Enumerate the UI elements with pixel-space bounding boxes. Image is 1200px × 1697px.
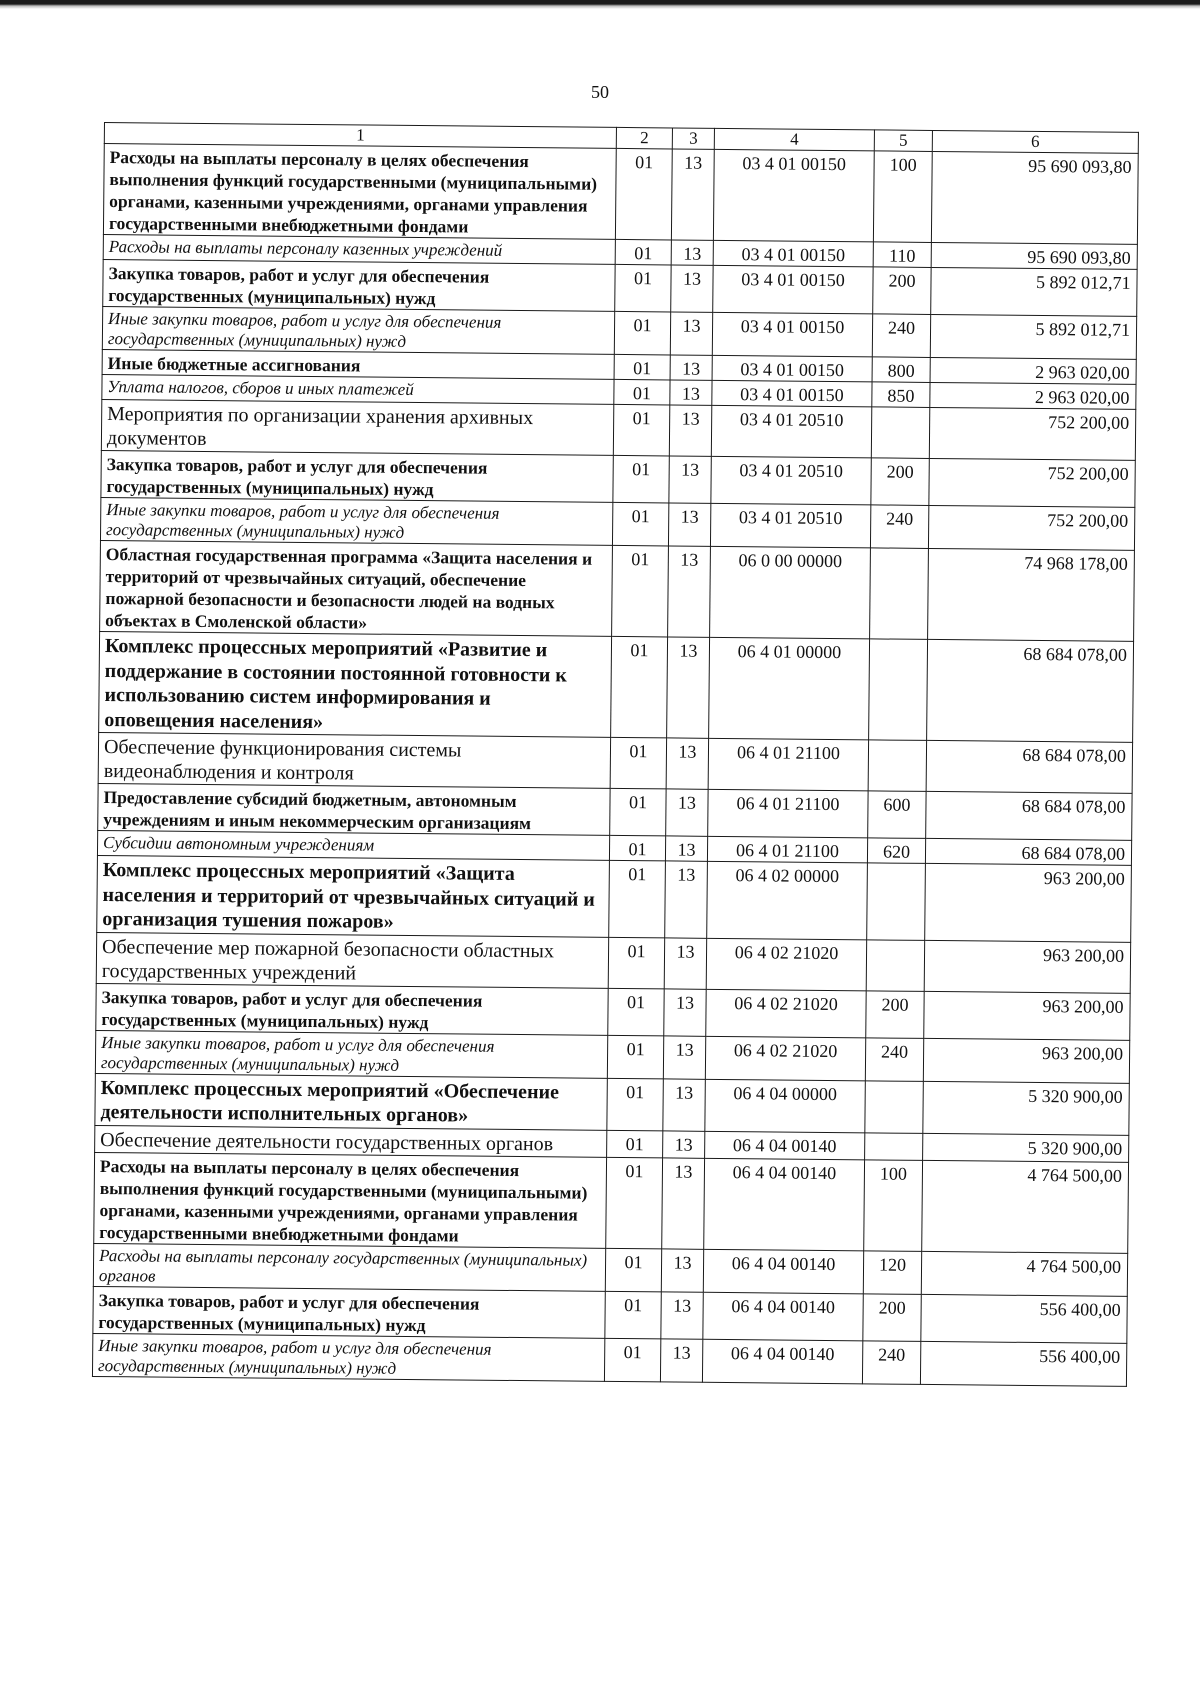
subsection-code-cell: 13 [670, 312, 712, 355]
amount-cell: 556 400,00 [920, 1341, 1126, 1386]
row-name-cell: Комплекс процессных мероприятий «Защита населения и территорий от чрезвычайных ситуаций и организация тушения пожаров» [97, 855, 610, 936]
section-code-cell: 01 [613, 455, 669, 503]
row-name-cell: Расходы на выплаты персоналу в целях обеспечения выполнения функций государственными (муниципальными) органами, казенными учреждениями, органами управления государственными внебюджетными фондами [94, 1152, 607, 1248]
target-article-cell: 06 0 00 00000 [710, 546, 871, 639]
expense-type-cell: 240 [865, 1037, 923, 1081]
section-code-cell: 01 [605, 1291, 661, 1339]
subsection-code-cell: 13 [663, 1078, 705, 1130]
expense-type-cell [866, 939, 924, 991]
row-name-cell: Комплекс процессных мероприятий «Обеспечение деятельности исполнительных органов» [95, 1073, 607, 1130]
subsection-code-cell: 13 [670, 380, 712, 405]
table-row [95, 1073, 1129, 1135]
row-name-cell: Обеспечение функционирования системы видеонаблюдения и контроля [98, 732, 610, 788]
section-code-cell: 01 [612, 545, 669, 637]
expense-type-cell: 100 [864, 1159, 923, 1251]
target-article-cell: 06 4 02 21020 [706, 989, 866, 1038]
section-code-cell: 01 [610, 788, 666, 836]
expense-type-cell: 620 [867, 838, 925, 864]
subsection-code-cell: 13 [671, 149, 714, 240]
amount-cell: 963 200,00 [924, 940, 1130, 993]
target-article-cell: 03 4 01 00150 [712, 380, 872, 407]
row-name-cell: Расходы на выплаты персоналу государственных (муниципальных) органов [93, 1243, 605, 1291]
section-code-cell: 01 [615, 239, 671, 265]
section-code-cell: 01 [605, 1248, 661, 1292]
amount-cell: 5 892 012,71 [931, 267, 1137, 316]
page-number: 50 [591, 82, 609, 102]
table-row [97, 855, 1132, 941]
target-article-cell: 06 4 04 00000 [705, 1079, 865, 1133]
section-code-cell: 01 [604, 1338, 660, 1382]
row-name-cell: Закупка товаров, работ и услуг для обеспечения государственных (муниципальных) нужд [101, 450, 613, 502]
expense-type-cell [865, 1132, 923, 1160]
target-article-cell: 06 4 04 00140 [705, 1131, 865, 1160]
expense-type-cell: 200 [866, 990, 924, 1038]
row-name-cell: Иные бюджетные ассигнования [102, 349, 614, 379]
amount-cell: 5 320 900,00 [923, 1081, 1129, 1135]
target-article-cell: 06 4 01 21100 [707, 836, 867, 863]
amount-cell: 5 892 012,71 [930, 314, 1136, 359]
expense-type-cell: 200 [863, 1293, 921, 1341]
amount-cell: 95 690 093,80 [931, 242, 1137, 269]
section-code-cell: 01 [615, 148, 672, 240]
section-code-cell: 01 [615, 264, 671, 312]
section-code-cell: 01 [607, 1078, 663, 1131]
expense-type-cell: 200 [873, 267, 931, 315]
subsection-code-cell: 13 [666, 789, 708, 836]
row-name-cell: Иные закупки товаров, работ и услуг для обеспечения государственных (муниципальных) нужд [92, 1333, 604, 1381]
row-name-cell: Иные закупки товаров, работ и услуг для обеспечения государственных (муниципальных) нужд [100, 497, 612, 545]
budget-table [92, 122, 1139, 1386]
section-code-cell: 01 [607, 1130, 663, 1158]
expense-type-cell: 120 [863, 1250, 921, 1294]
table-row [98, 732, 1132, 793]
expense-type-cell: 240 [862, 1340, 920, 1384]
section-code-cell: 01 [608, 988, 664, 1036]
subsection-code-cell: 13 [661, 1291, 703, 1338]
subsection-code-cell: 13 [668, 503, 710, 546]
header-cell: 4 [714, 128, 874, 151]
subsection-code-cell: 13 [671, 265, 713, 312]
target-article-cell: 03 4 01 20510 [710, 503, 870, 548]
expense-type-cell: 240 [870, 505, 928, 549]
amount-cell: 68 684 078,00 [927, 639, 1134, 742]
subsection-code-cell: 13 [667, 637, 710, 738]
subsection-code-cell: 13 [670, 355, 712, 380]
subsection-code-cell: 13 [671, 240, 713, 265]
header-cell: 6 [932, 130, 1138, 153]
row-name-cell: Расходы на выплаты персоналу казенных учреждений [103, 234, 615, 264]
table-row [94, 1152, 1129, 1253]
expense-type-cell [865, 1080, 923, 1133]
subsection-code-cell: 13 [669, 405, 711, 456]
row-name-cell: Областная государственная программа «Защита населения и территорий от чрезвычайных ситуаций, обеспечение пожарной безопасности и безопасности людей на водных объектах в Смоленской области» [100, 540, 613, 636]
row-name-cell: Субсидии автономным учреждениям [97, 830, 609, 860]
subsection-code-cell: 13 [663, 1130, 705, 1157]
amount-cell: 95 690 093,80 [931, 151, 1138, 244]
target-article-cell: 03 4 01 00150 [712, 312, 872, 357]
section-code-cell: 01 [606, 1157, 663, 1249]
amount-cell: 74 968 178,00 [928, 548, 1135, 641]
section-code-cell: 01 [608, 937, 664, 989]
target-article-cell: 03 4 01 20510 [711, 456, 871, 505]
section-code-cell: 01 [611, 636, 668, 738]
row-name-cell: Закупка товаров, работ и услуг для обеспечения государственных (муниципальных) нужд [103, 259, 615, 311]
target-article-cell: 03 4 01 00150 [713, 149, 874, 242]
row-name-cell: Иные закупки товаров, работ и услуг для обеспечения государственных (муниципальных) нужд [95, 1030, 607, 1078]
target-article-cell: 06 4 01 00000 [709, 637, 870, 740]
target-article-cell: 06 4 02 00000 [707, 861, 868, 939]
expense-type-cell [869, 639, 928, 741]
row-name-cell: Закупка товаров, работ и услуг для обеспечения государственных (муниципальных) нужд [96, 983, 608, 1035]
expense-type-cell: 800 [872, 357, 930, 383]
section-code-cell: 01 [614, 354, 670, 380]
table-row [103, 144, 1138, 245]
target-article-cell: 06 4 04 00140 [703, 1292, 863, 1341]
expense-type-cell [871, 407, 929, 459]
expense-type-cell: 200 [871, 458, 929, 506]
row-name-cell: Уплата налогов, сборов и иных платежей [102, 374, 614, 404]
subsection-code-cell: 13 [661, 1248, 703, 1291]
row-name-cell: Комплекс процессных мероприятий «Развитие и поддержание в состоянии постоянной готовности к использованию систем информирования и оповещения населения» [99, 631, 612, 737]
amount-cell: 752 200,00 [929, 458, 1135, 507]
scan-edge-artifact [0, 0, 1200, 9]
expense-type-cell [870, 548, 929, 640]
target-article-cell: 03 4 01 00150 [713, 265, 873, 314]
amount-cell: 752 200,00 [929, 407, 1135, 460]
header-cell: 3 [672, 128, 714, 149]
section-code-cell: 01 [614, 311, 670, 355]
target-article-cell: 06 4 04 00140 [702, 1339, 862, 1384]
subsection-code-cell: 13 [662, 1157, 705, 1248]
target-article-cell: 06 4 01 21100 [708, 789, 868, 838]
subsection-code-cell: 13 [668, 546, 711, 637]
section-code-cell: 01 [610, 737, 666, 789]
subsection-code-cell: 13 [666, 738, 708, 789]
subsection-code-cell: 13 [663, 1035, 705, 1078]
expense-type-cell: 240 [872, 314, 930, 358]
amount-cell: 963 200,00 [925, 863, 1132, 941]
target-article-cell: 06 4 02 21020 [705, 1036, 865, 1081]
row-name-cell: Обеспечение деятельности государственных органов [95, 1125, 607, 1157]
section-code-cell: 01 [612, 502, 668, 546]
target-article-cell: 03 4 01 00150 [712, 355, 872, 382]
amount-cell: 68 684 078,00 [926, 740, 1132, 793]
target-article-cell: 06 4 04 00140 [704, 1158, 865, 1251]
amount-cell: 68 684 078,00 [926, 791, 1132, 840]
subsection-code-cell: 13 [664, 937, 706, 988]
amount-cell: 4 764 500,00 [922, 1160, 1129, 1253]
amount-cell: 963 200,00 [924, 991, 1130, 1040]
amount-cell: 556 400,00 [921, 1294, 1127, 1343]
target-article-cell: 03 4 01 00150 [713, 240, 873, 267]
amount-cell: 2 963 020,00 [930, 382, 1136, 409]
target-article-cell: 06 4 01 21100 [708, 738, 868, 791]
subsection-code-cell: 13 [669, 456, 711, 503]
amount-cell: 4 764 500,00 [921, 1251, 1127, 1296]
expense-type-cell: 110 [873, 242, 931, 268]
subsection-code-cell: 13 [665, 836, 707, 861]
row-name-cell: Предоставление субсидий бюджетным, автономным учреждениям и иным некоммерческим организациям [98, 783, 610, 835]
section-code-cell: 01 [609, 860, 666, 937]
header-cell: 5 [874, 130, 932, 152]
section-code-cell: 01 [609, 835, 665, 861]
amount-cell: 2 963 020,00 [930, 357, 1136, 384]
table-row [96, 932, 1130, 993]
section-code-cell: 01 [613, 404, 669, 456]
amount-cell: 5 320 900,00 [923, 1133, 1129, 1162]
row-name-cell: Расходы на выплаты персоналу в целях обеспечения выполнения функций государственными (муниципальными) органами, казенными учреждениями, органами управления государственными внебюджетными фондами [103, 144, 616, 240]
row-name-cell: Иные закупки товаров, работ и услуг для обеспечения государственных (муниципальных) нужд [102, 306, 614, 354]
subsection-code-cell: 13 [664, 988, 706, 1035]
section-code-cell: 01 [607, 1035, 663, 1079]
table-row [92, 1333, 1126, 1386]
target-article-cell: 06 4 02 21020 [706, 938, 866, 991]
amount-cell: 68 684 078,00 [925, 838, 1131, 865]
row-name-cell: Мероприятия по организации хранения архивных документов [101, 399, 613, 455]
section-code-cell: 01 [614, 379, 670, 405]
expense-type-cell: 850 [872, 382, 930, 408]
amount-cell: 963 200,00 [923, 1038, 1129, 1083]
header-cell: 2 [616, 127, 672, 149]
target-article-cell: 03 4 01 20510 [711, 405, 871, 458]
header-cell: 1 [104, 123, 616, 149]
expense-type-cell: 600 [868, 791, 926, 839]
table-row [99, 631, 1134, 742]
target-article-cell: 06 4 04 00140 [703, 1249, 863, 1294]
row-name-cell: Обеспечение мер пожарной безопасности областных государственных учреждений [96, 932, 608, 988]
expense-type-cell [868, 740, 926, 792]
table-row [100, 540, 1135, 641]
expense-type-cell: 100 [873, 151, 932, 243]
subsection-code-cell: 13 [660, 1338, 702, 1381]
expense-type-cell [867, 863, 926, 940]
row-name-cell: Закупка товаров, работ и услуг для обеспечения государственных (муниципальных) нужд [93, 1286, 605, 1338]
amount-cell: 752 200,00 [928, 505, 1134, 550]
subsection-code-cell: 13 [665, 861, 708, 938]
